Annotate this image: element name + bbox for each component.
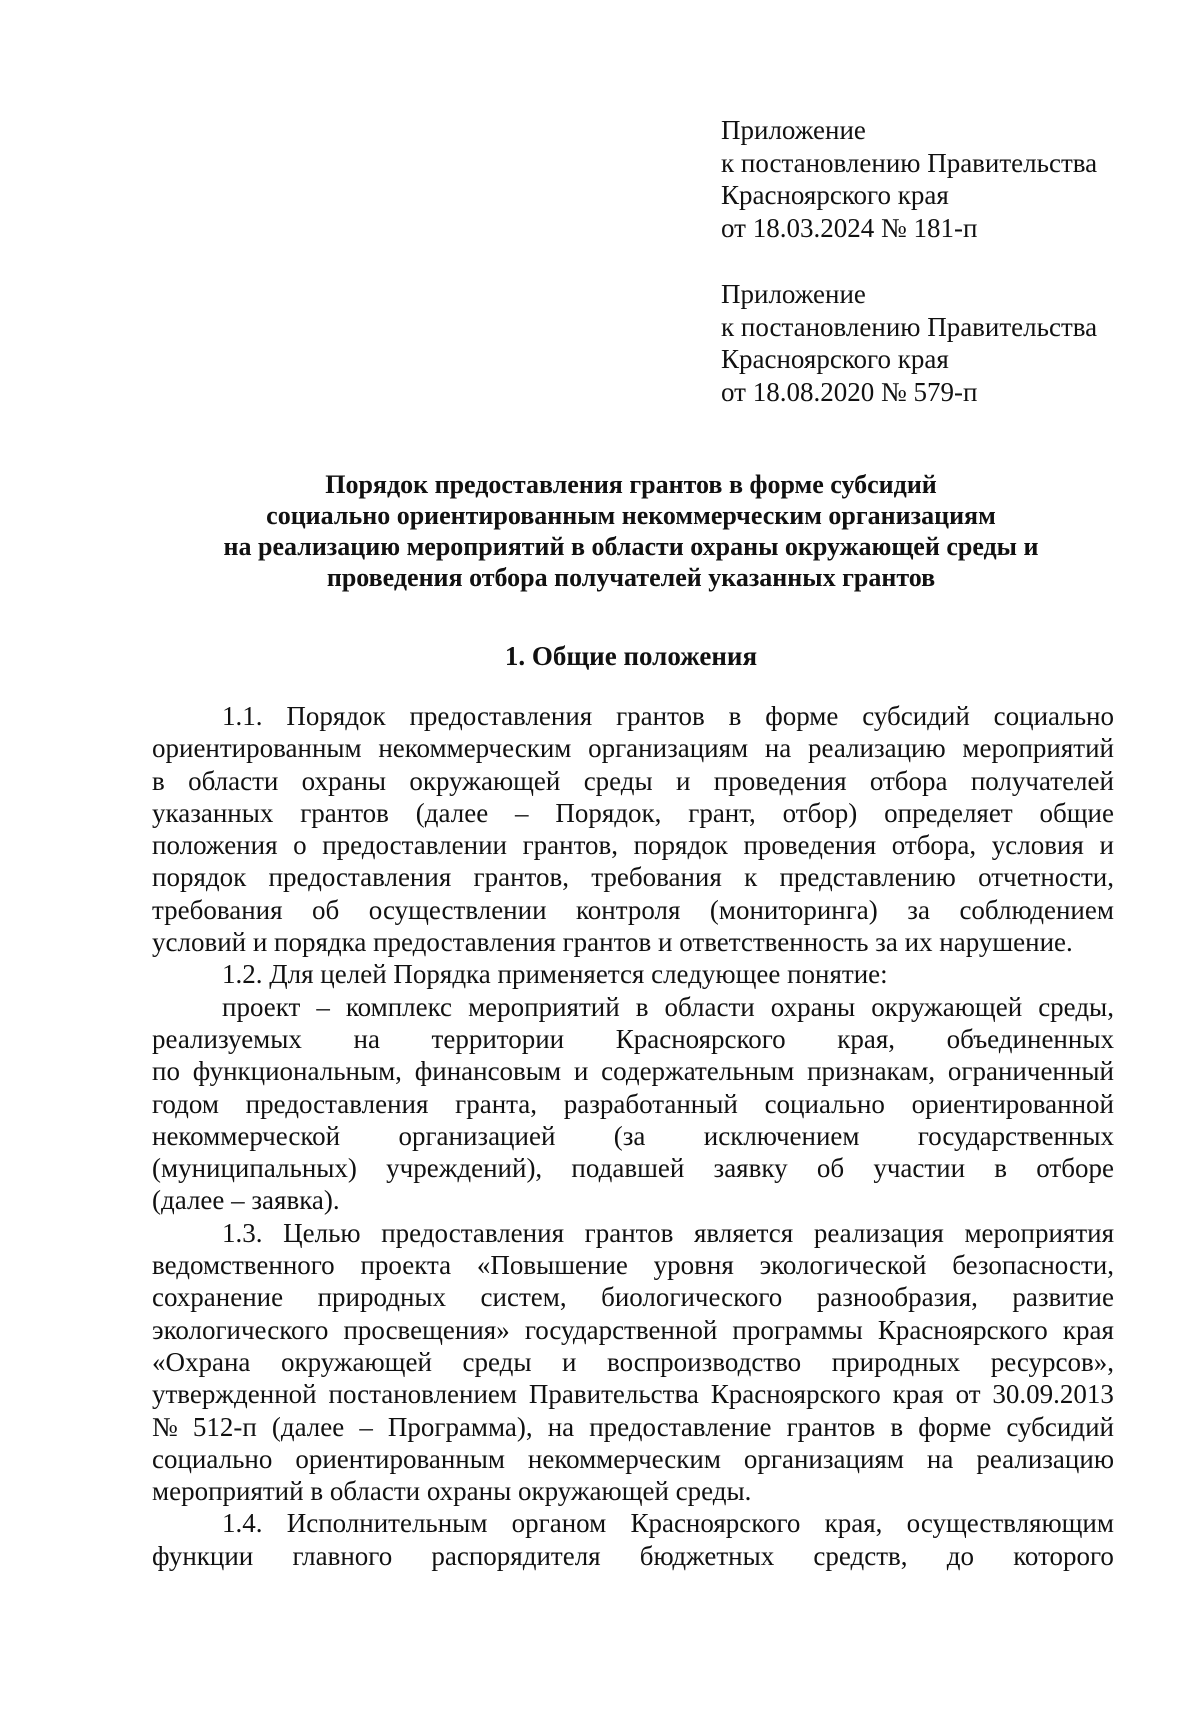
body-line: «Охрана окружающей среды и воспроизводство природных ресурсов»,: [152, 1346, 1114, 1377]
title-line: на реализацию мероприятий в области охраны окружающей среды и: [223, 532, 1039, 561]
body-line: функции главного распорядителя бюджетных средств, до которого: [152, 1540, 1114, 1571]
approval-date-number: от 18.03.2024 № 181-п: [721, 212, 978, 243]
approval-label: Приложение: [721, 115, 866, 145]
document-title: [150, 469, 1112, 593]
body-line: указанных грантов (далее – Порядок, грант, отбор) определяет общие: [152, 797, 1114, 828]
title-line: социально ориентированным некоммерческим организациям: [266, 501, 996, 530]
section-heading: 1. Общие положения: [504, 641, 758, 671]
approval-region: Красноярского края: [721, 180, 949, 210]
body-line: ориентированным некоммерческим организациям на реализацию мероприятий: [152, 733, 1114, 764]
title-line: проведения отбора получателей указанных грантов: [326, 563, 936, 592]
body-line: мероприятий в области охраны окружающей среды.: [152, 1476, 752, 1507]
body-line: 1.4. Исполнительным органом Красноярского края, осуществляющим: [222, 1508, 1114, 1539]
body-line: № 512-п (далее – Программа), на предоставление грантов в форме субсидий: [152, 1411, 1114, 1442]
body-line: 1.1. Порядок предоставления грантов в форме субсидий социально: [222, 701, 1114, 731]
approval-region: Красноярского края: [721, 344, 949, 374]
body-line: (муниципальных) учреждений), подавшей заявку об участии в отборе: [152, 1153, 1114, 1184]
body-line: 1.3. Целью предоставления грантов является реализация мероприятия: [222, 1217, 1114, 1248]
body-line: проект – комплекс мероприятий в области охраны окружающей среды,: [222, 991, 1114, 1022]
body-line: требования об осуществлении контроля (мониторинга) за соблюдением: [152, 894, 1114, 925]
body-line: социально ориентированным некоммерческим организациям на реализацию: [152, 1443, 1114, 1474]
body-line: (далее – заявка).: [152, 1185, 340, 1216]
body-line: 1.2. Для целей Порядка применяется следующее понятие:: [222, 959, 888, 990]
body-line: годом предоставления гранта, разработанный социально ориентированной: [152, 1088, 1114, 1119]
body-line: ведомственного проекта «Повышение уровня экологической безопасности,: [152, 1250, 1114, 1281]
body-line: условий и порядка предоставления грантов и ответственность за их нарушение.: [152, 927, 1073, 958]
approval-date-number: от 18.08.2020 № 579-п: [721, 376, 978, 407]
body-line: реализуемых на территории Красноярского края, объединенных: [152, 1023, 1114, 1054]
body-line: некоммерческой организацией (за исключением государственных: [152, 1120, 1114, 1151]
body-line: порядок предоставления грантов, требования к представлению отчетности,: [152, 862, 1114, 893]
body-line: в области охраны окружающей среды и проведения отбора получателей: [152, 765, 1114, 796]
approval-stamp-current: [721, 114, 1161, 244]
body-line: экологического просвещения» государственной программы Красноярского края: [152, 1314, 1114, 1345]
body-line: по функциональным, финансовым и содержательным признакам, ограниченный: [152, 1056, 1114, 1087]
approval-label: Приложение: [721, 279, 866, 309]
approval-stamp-original: [721, 278, 1161, 408]
document-body: [152, 700, 1114, 1572]
body-line: сохранение природных систем, биологического разнообразия, развитие: [152, 1282, 1114, 1313]
approval-resolution-ref: к постановлению Правительства: [721, 311, 1098, 342]
approval-resolution-ref: к постановлению Правительства: [721, 147, 1098, 178]
body-line: утвержденной постановлением Правительства Красноярского края от 30.09.2013: [152, 1379, 1114, 1410]
body-line: положения о предоставлении грантов, порядок проведения отбора, условия и: [152, 830, 1114, 861]
title-line: Порядок предоставления грантов в форме субсидий: [325, 470, 937, 499]
